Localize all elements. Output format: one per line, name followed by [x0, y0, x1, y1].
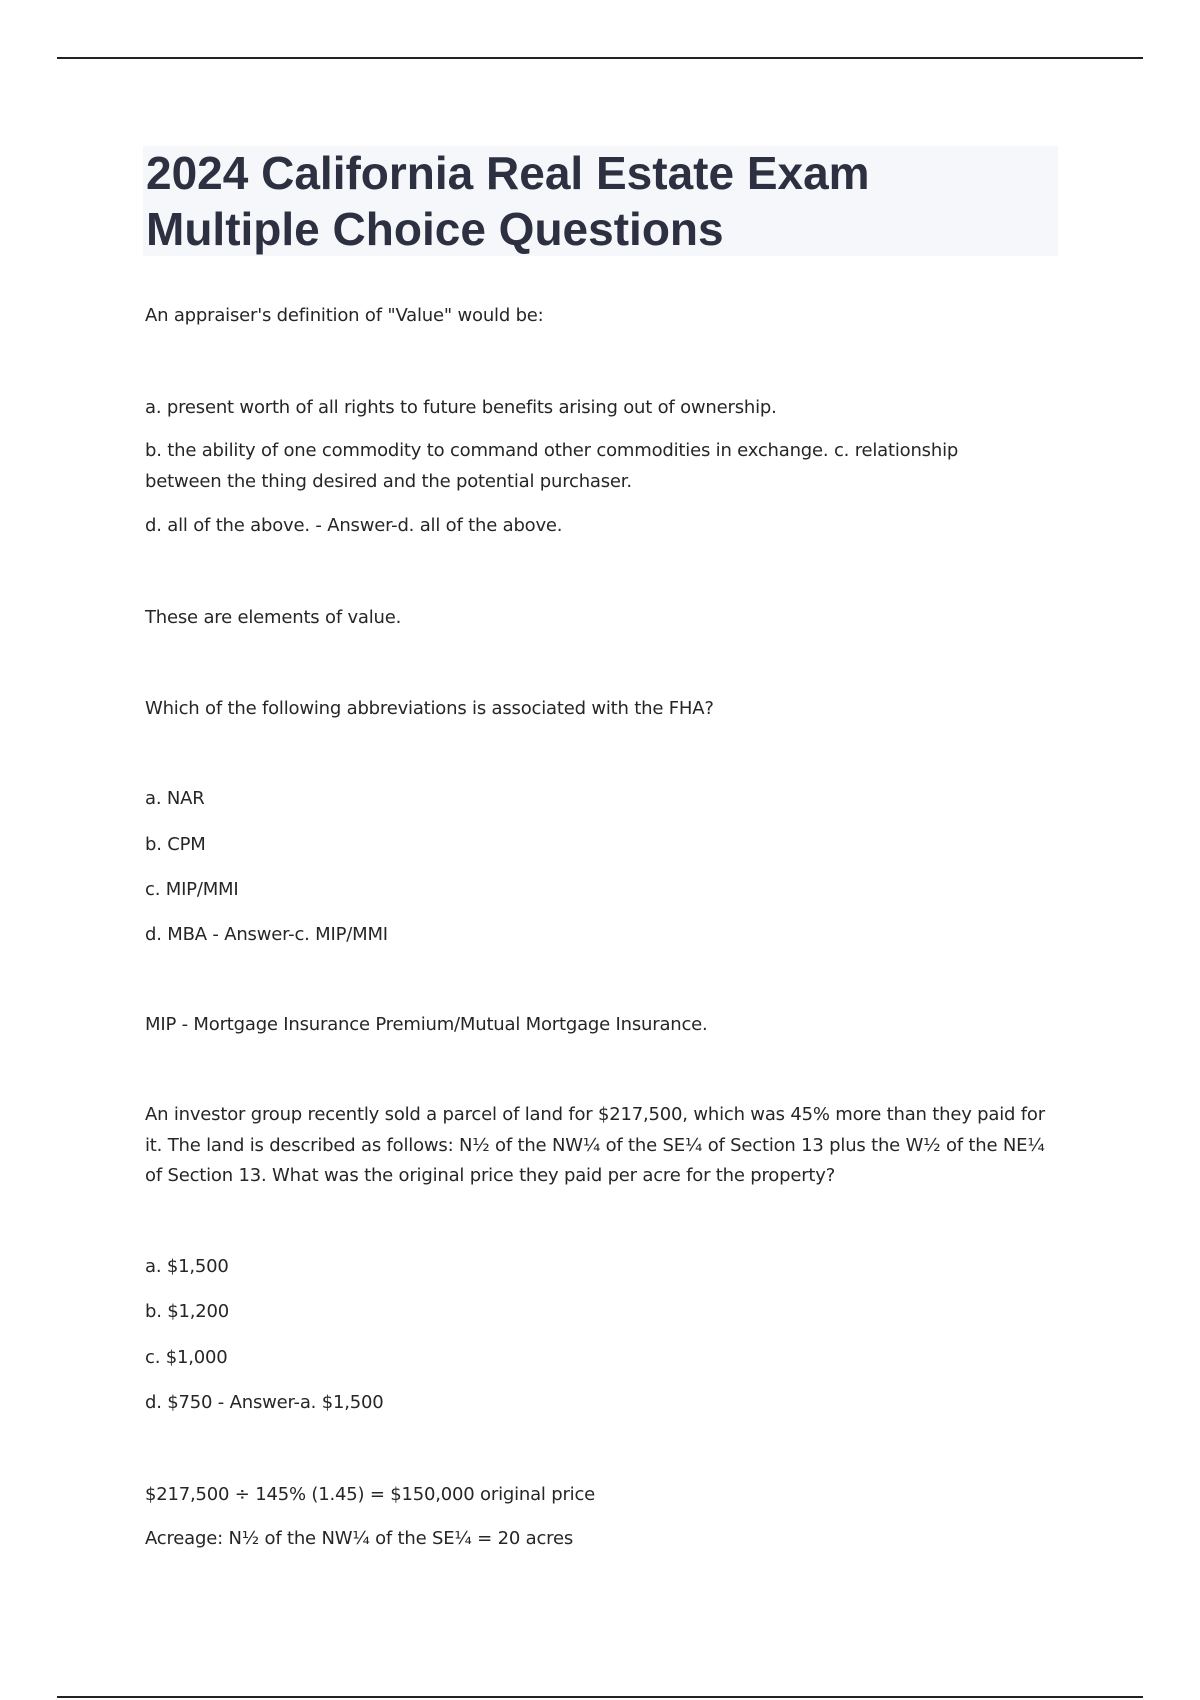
question-3-option-d-answer: d. $750 - Answer-a. $1,500 — [145, 1392, 384, 1413]
top-rule — [57, 57, 1143, 59]
question-1-option-d-answer: d. all of the above. - Answer-d. all of the above. — [145, 515, 563, 536]
question-2-option-b: b. CPM — [145, 834, 206, 855]
question-3-option-c: c. $1,000 — [145, 1347, 228, 1368]
question-2-text: Which of the following abbreviations is associated with the FHA? — [145, 698, 714, 719]
question-2-explanation: MIP - Mortgage Insurance Premium/Mutual Mortgage Insurance. — [145, 1014, 708, 1035]
question-3-text-line-2: it. The land is described as follows: N½ of the NW¼ of the SE¼ of Section 13 plus the W½ of the NE¼ — [145, 1135, 1045, 1156]
question-3-text-line-1: An investor group recently sold a parcel of land for $217,500, which was 45% more than they paid for — [145, 1104, 1045, 1125]
question-2-option-d-answer: d. MBA - Answer-c. MIP/MMI — [145, 924, 388, 945]
document-title-line-2: Multiple Choice Questions — [146, 203, 724, 255]
question-2-option-c: c. MIP/MMI — [145, 879, 239, 900]
question-3-explanation-line-1: $217,500 ÷ 145% (1.45) = $150,000 original price — [145, 1484, 596, 1505]
question-1-text: An appraiser's definition of "Value" would be: — [145, 305, 544, 326]
question-1-option-a: a. present worth of all rights to future benefits arising out of ownership. — [145, 397, 777, 418]
question-3-text-line-3: of Section 13. What was the original price they paid per acre for the property? — [145, 1165, 836, 1186]
question-3-option-a: a. $1,500 — [145, 1256, 229, 1277]
bottom-rule — [57, 1696, 1143, 1698]
question-3-option-b: b. $1,200 — [145, 1301, 230, 1322]
question-1-option-c: between the thing desired and the potential purchaser. — [145, 471, 632, 492]
question-1-explanation: These are elements of value. — [145, 607, 402, 628]
question-3-explanation-line-2: Acreage: N½ of the NW¼ of the SE¼ = 20 acres — [145, 1528, 573, 1549]
question-1-option-b: b. the ability of one commodity to command other commodities in exchange. c. relationship — [145, 440, 959, 461]
question-2-option-a: a. NAR — [145, 788, 205, 809]
document-title-line-1: 2024 California Real Estate Exam — [146, 147, 870, 199]
